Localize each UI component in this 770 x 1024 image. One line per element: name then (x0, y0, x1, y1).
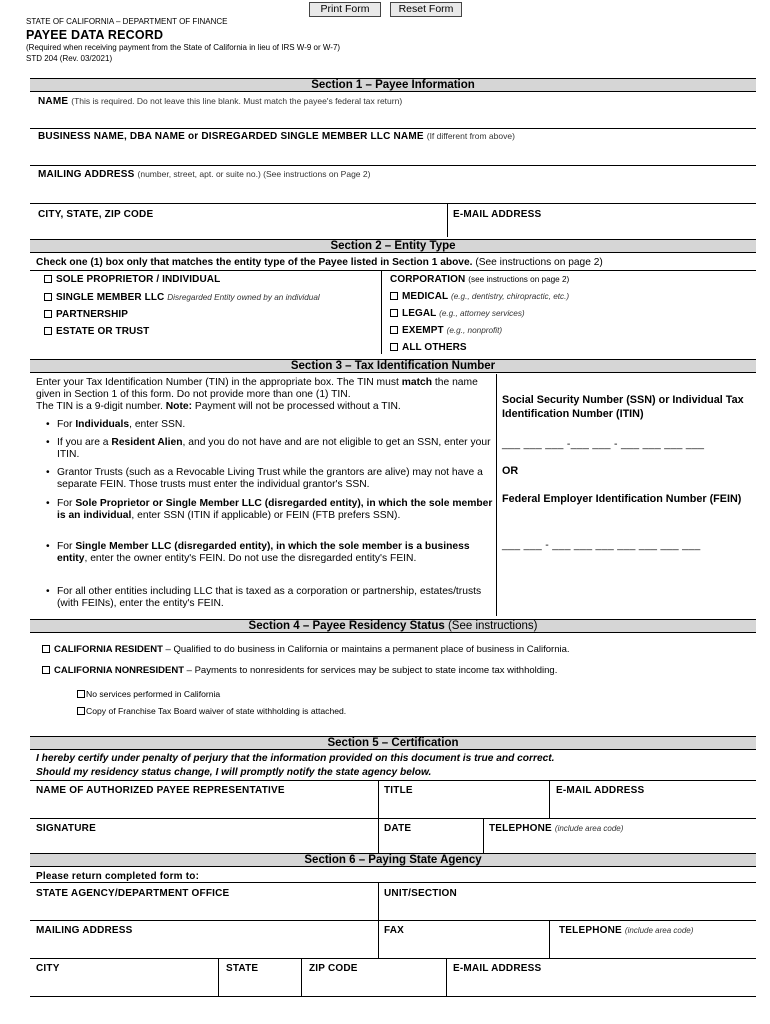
return-to-label: Please return completed form to: (36, 871, 200, 882)
legal-checkbox[interactable] (390, 309, 398, 317)
rep-telephone-label (489, 823, 623, 834)
form-title: PAYEE DATA RECORD (26, 28, 164, 42)
fax-field[interactable] (384, 938, 544, 954)
sole-proprietor-label: SOLE PROPRIETOR / INDIVIDUAL (56, 274, 221, 285)
certification-line-2: Should my residency status change, I will promptly notify the state agency below. (36, 767, 432, 778)
estate-trust-checkbox[interactable] (44, 327, 52, 335)
exempt-label: EXEMPT (402, 325, 444, 336)
agency-city-label: CITY (36, 963, 60, 974)
rep-telephone-field[interactable] (489, 837, 751, 853)
ssn-label: Social Security Number (SSN) or Individual Tax Identification Number (ITIN) (502, 394, 744, 420)
california-resident-checkbox[interactable] (42, 645, 50, 653)
entity-instruction-note: (See instructions on page 2) (475, 257, 603, 268)
tin-bullet-other-entities: • For all other entities including LLC that is taxed as a corporation or partnership, estates/trusts (with FEINs), enter the entity's FEIN. (44, 586, 494, 609)
unit-section-label: UNIT/SECTION (384, 888, 457, 899)
city-state-zip-field[interactable] (38, 220, 442, 236)
partnership-checkbox[interactable] (44, 310, 52, 318)
estate-trust-option[interactable] (44, 326, 149, 337)
agency-telephone-field[interactable] (559, 938, 751, 954)
agency-zip-field[interactable] (309, 976, 441, 992)
corporation-heading (390, 274, 569, 285)
business-name-label-text: BUSINESS NAME, DBA NAME or DISREGARDED SINGLE MEMBER LLC NAME (38, 131, 424, 142)
exempt-note: (e.g., nonprofit) (446, 326, 503, 335)
estate-trust-label: ESTATE OR TRUST (56, 326, 150, 337)
no-services-option[interactable] (77, 689, 220, 699)
payee-name-field[interactable] (38, 110, 750, 126)
certification-line-1: I hereby certify under penalty of perjury that the information provided on this document is true and correct. (36, 753, 555, 764)
ssn-field[interactable]: ___ ___ ___ -___ ___ - ___ ___ ___ ___ (502, 438, 705, 450)
california-resident-desc: – Qualified to do business in California or maintains a permanent place of business in California. (162, 644, 570, 655)
california-nonresident-option[interactable] (42, 665, 557, 676)
legal-note: (e.g., attorney services) (439, 309, 525, 318)
section6-header: Section 6 – Paying State Agency (30, 853, 756, 867)
signature-field[interactable] (36, 837, 374, 853)
single-member-llc-checkbox[interactable] (44, 293, 52, 301)
agency-state-field[interactable] (226, 976, 296, 992)
tin-bullet-single-member-llc: • For Single Member LLC (disregarded entity), in which the sole member is a business entity, enter the owner entity's FEIN. Do not use the disregarded entity's FEIN. (44, 541, 494, 564)
agency-zip-label: ZIP CODE (309, 963, 358, 974)
mailing-address-field[interactable] (38, 184, 750, 200)
corporation-note: (see instructions on page 2) (468, 275, 570, 284)
mailing-address-label (38, 169, 370, 180)
medical-checkbox[interactable] (390, 292, 398, 300)
sole-proprietor-checkbox[interactable] (44, 275, 52, 283)
section4-title: Section 4 – Payee Residency Status (248, 620, 445, 632)
rep-email-field[interactable] (556, 799, 752, 815)
payee-name-note: (This is required. Do not leave this line blank. Must match the payee's federal tax return) (71, 96, 403, 106)
agency-mailing-field[interactable] (36, 938, 374, 954)
mailing-address-label-text: MAILING ADDRESS (38, 169, 135, 180)
payee-name-label-text: NAME (38, 96, 69, 107)
partnership-option[interactable] (44, 309, 128, 320)
all-others-option[interactable] (390, 342, 467, 353)
agency-name: STATE OF CALIFORNIA – DEPARTMENT OF FINANCE (26, 17, 228, 26)
california-nonresident-checkbox[interactable] (42, 666, 50, 674)
single-member-llc-label: SINGLE MEMBER LLC (56, 292, 165, 303)
entity-instruction-bold: Check one (1) box only that matches the entity type of the Payee listed in Section 1 above. (36, 257, 473, 268)
unit-section-field[interactable] (384, 901, 750, 917)
section4-title-note: (See instructions) (447, 620, 538, 632)
medical-option[interactable] (390, 291, 569, 302)
entity-type-instruction (36, 257, 603, 268)
section4-header (30, 619, 756, 633)
tin-bullet-individuals: • For Individuals, enter SSN. (44, 419, 494, 431)
agency-city-field[interactable] (36, 976, 214, 992)
rep-title-field[interactable] (384, 799, 544, 815)
section1-header: Section 1 – Payee Information (30, 78, 756, 92)
payee-rep-field[interactable] (36, 799, 374, 815)
single-member-llc-note: Disregarded Entity owned by an individual (167, 293, 320, 302)
date-field[interactable] (384, 837, 479, 853)
agency-telephone-label (559, 925, 693, 936)
tin-bullet-grantor-trusts: • Grantor Trusts (such as a Revocable Living Trust while the grantors are alive) may not have a separate FEIN. Those trusts must enter the individual grantor's SSN. (44, 467, 494, 490)
california-resident-label: CALIFORNIA RESIDENT (54, 644, 163, 655)
legal-label: LEGAL (402, 308, 437, 319)
california-resident-option[interactable] (42, 644, 570, 655)
fein-label: Federal Employer Identification Number (FEIN) (502, 493, 742, 505)
fax-label: FAX (384, 925, 405, 936)
agency-state-label: STATE (226, 963, 259, 974)
california-nonresident-desc: – Payments to nonresidents for services may be subject to state income tax withholding. (184, 665, 558, 676)
rep-title-label: TITLE (384, 785, 413, 796)
ftb-waiver-checkbox[interactable] (77, 707, 85, 715)
or-divider: OR (502, 465, 519, 477)
form-subtitle: (Required when receiving payment from the State of California in lieu of IRS W-9 or W-7) (26, 43, 341, 52)
single-member-llc-option[interactable] (44, 292, 320, 303)
section2-header: Section 2 – Entity Type (30, 239, 756, 253)
agency-telephone-label-text: TELEPHONE (559, 925, 622, 936)
print-form-button[interactable]: Print Form (309, 2, 381, 17)
no-services-checkbox[interactable] (77, 690, 85, 698)
corporation-label: CORPORATION (390, 274, 466, 285)
tin-bullet-sole-proprietor: • For Sole Proprietor or Single Member LLC (disregarded entity), in which the sole member is an individual, enter SSN (ITIN if applicable) or FEIN (FTB prefers SSN). (44, 498, 494, 521)
rep-email-label: E-MAIL ADDRESS (556, 785, 645, 796)
agency-email-field[interactable] (453, 976, 751, 992)
no-services-label: No services performed in California (86, 689, 221, 699)
email-address-label: E-MAIL ADDRESS (453, 209, 542, 220)
medical-note: (e.g., dentistry, chiropractic, etc.) (450, 292, 570, 301)
city-state-zip-label: CITY, STATE, ZIP CODE (38, 209, 154, 220)
state-agency-field[interactable] (36, 901, 374, 917)
agency-email-label: E-MAIL ADDRESS (453, 963, 542, 974)
rep-telephone-note: (include area code) (554, 824, 624, 833)
business-name-note: (If different from above) (426, 131, 515, 141)
ftb-waiver-option[interactable] (77, 706, 346, 716)
rep-telephone-label-text: TELEPHONE (489, 823, 552, 834)
all-others-checkbox[interactable] (390, 343, 398, 351)
email-address-field[interactable] (453, 220, 751, 236)
section3-header: Section 3 – Tax Identification Number (30, 359, 756, 373)
agency-mailing-label: MAILING ADDRESS (36, 925, 133, 936)
partnership-label: PARTNERSHIP (56, 309, 129, 320)
reset-form-button[interactable]: Reset Form (390, 2, 462, 17)
tin-instruction-2: The TIN is a 9-digit number. Note: Payment will not be processed without a TIN. (36, 401, 401, 412)
signature-label: SIGNATURE (36, 823, 96, 834)
business-name-field[interactable] (38, 146, 750, 162)
payee-name-label (38, 96, 402, 107)
exempt-option[interactable] (390, 325, 502, 336)
section5-header: Section 5 – Certification (30, 736, 756, 750)
tin-instruction-1: Enter your Tax Identification Number (TIN) in the appropriate box. The TIN must match the name given in Section 1 of this form. Do not provide more than one (1) TIN. (36, 377, 478, 400)
mailing-address-note: (number, street, apt. or suite no.) (See instructions on Page 2) (137, 169, 371, 179)
ftb-waiver-label: Copy of Franchise Tax Board waiver of state withholding is attached. (86, 706, 347, 716)
sole-proprietor-option[interactable] (44, 274, 220, 285)
agency-telephone-note: (include area code) (624, 926, 694, 935)
legal-option[interactable] (390, 308, 525, 319)
form-id: STD 204 (Rev. 03/2021) (26, 54, 113, 63)
business-name-label (38, 131, 515, 142)
state-agency-label: STATE AGENCY/DEPARTMENT OFFICE (36, 888, 230, 899)
exempt-checkbox[interactable] (390, 326, 398, 334)
medical-label: MEDICAL (402, 291, 449, 302)
tin-bullet-resident-alien: • If you are a Resident Alien, and you do not have and are not eligible to get an SSN, enter your ITIN. (44, 437, 494, 460)
california-nonresident-label: CALIFORNIA NONRESIDENT (54, 665, 185, 676)
all-others-label: ALL OTHERS (402, 342, 467, 353)
fein-field[interactable]: ___ ___ - ___ ___ ___ ___ ___ ___ ___ (502, 539, 701, 551)
date-label: DATE (384, 823, 412, 834)
payee-rep-label: NAME OF AUTHORIZED PAYEE REPRESENTATIVE (36, 785, 285, 796)
